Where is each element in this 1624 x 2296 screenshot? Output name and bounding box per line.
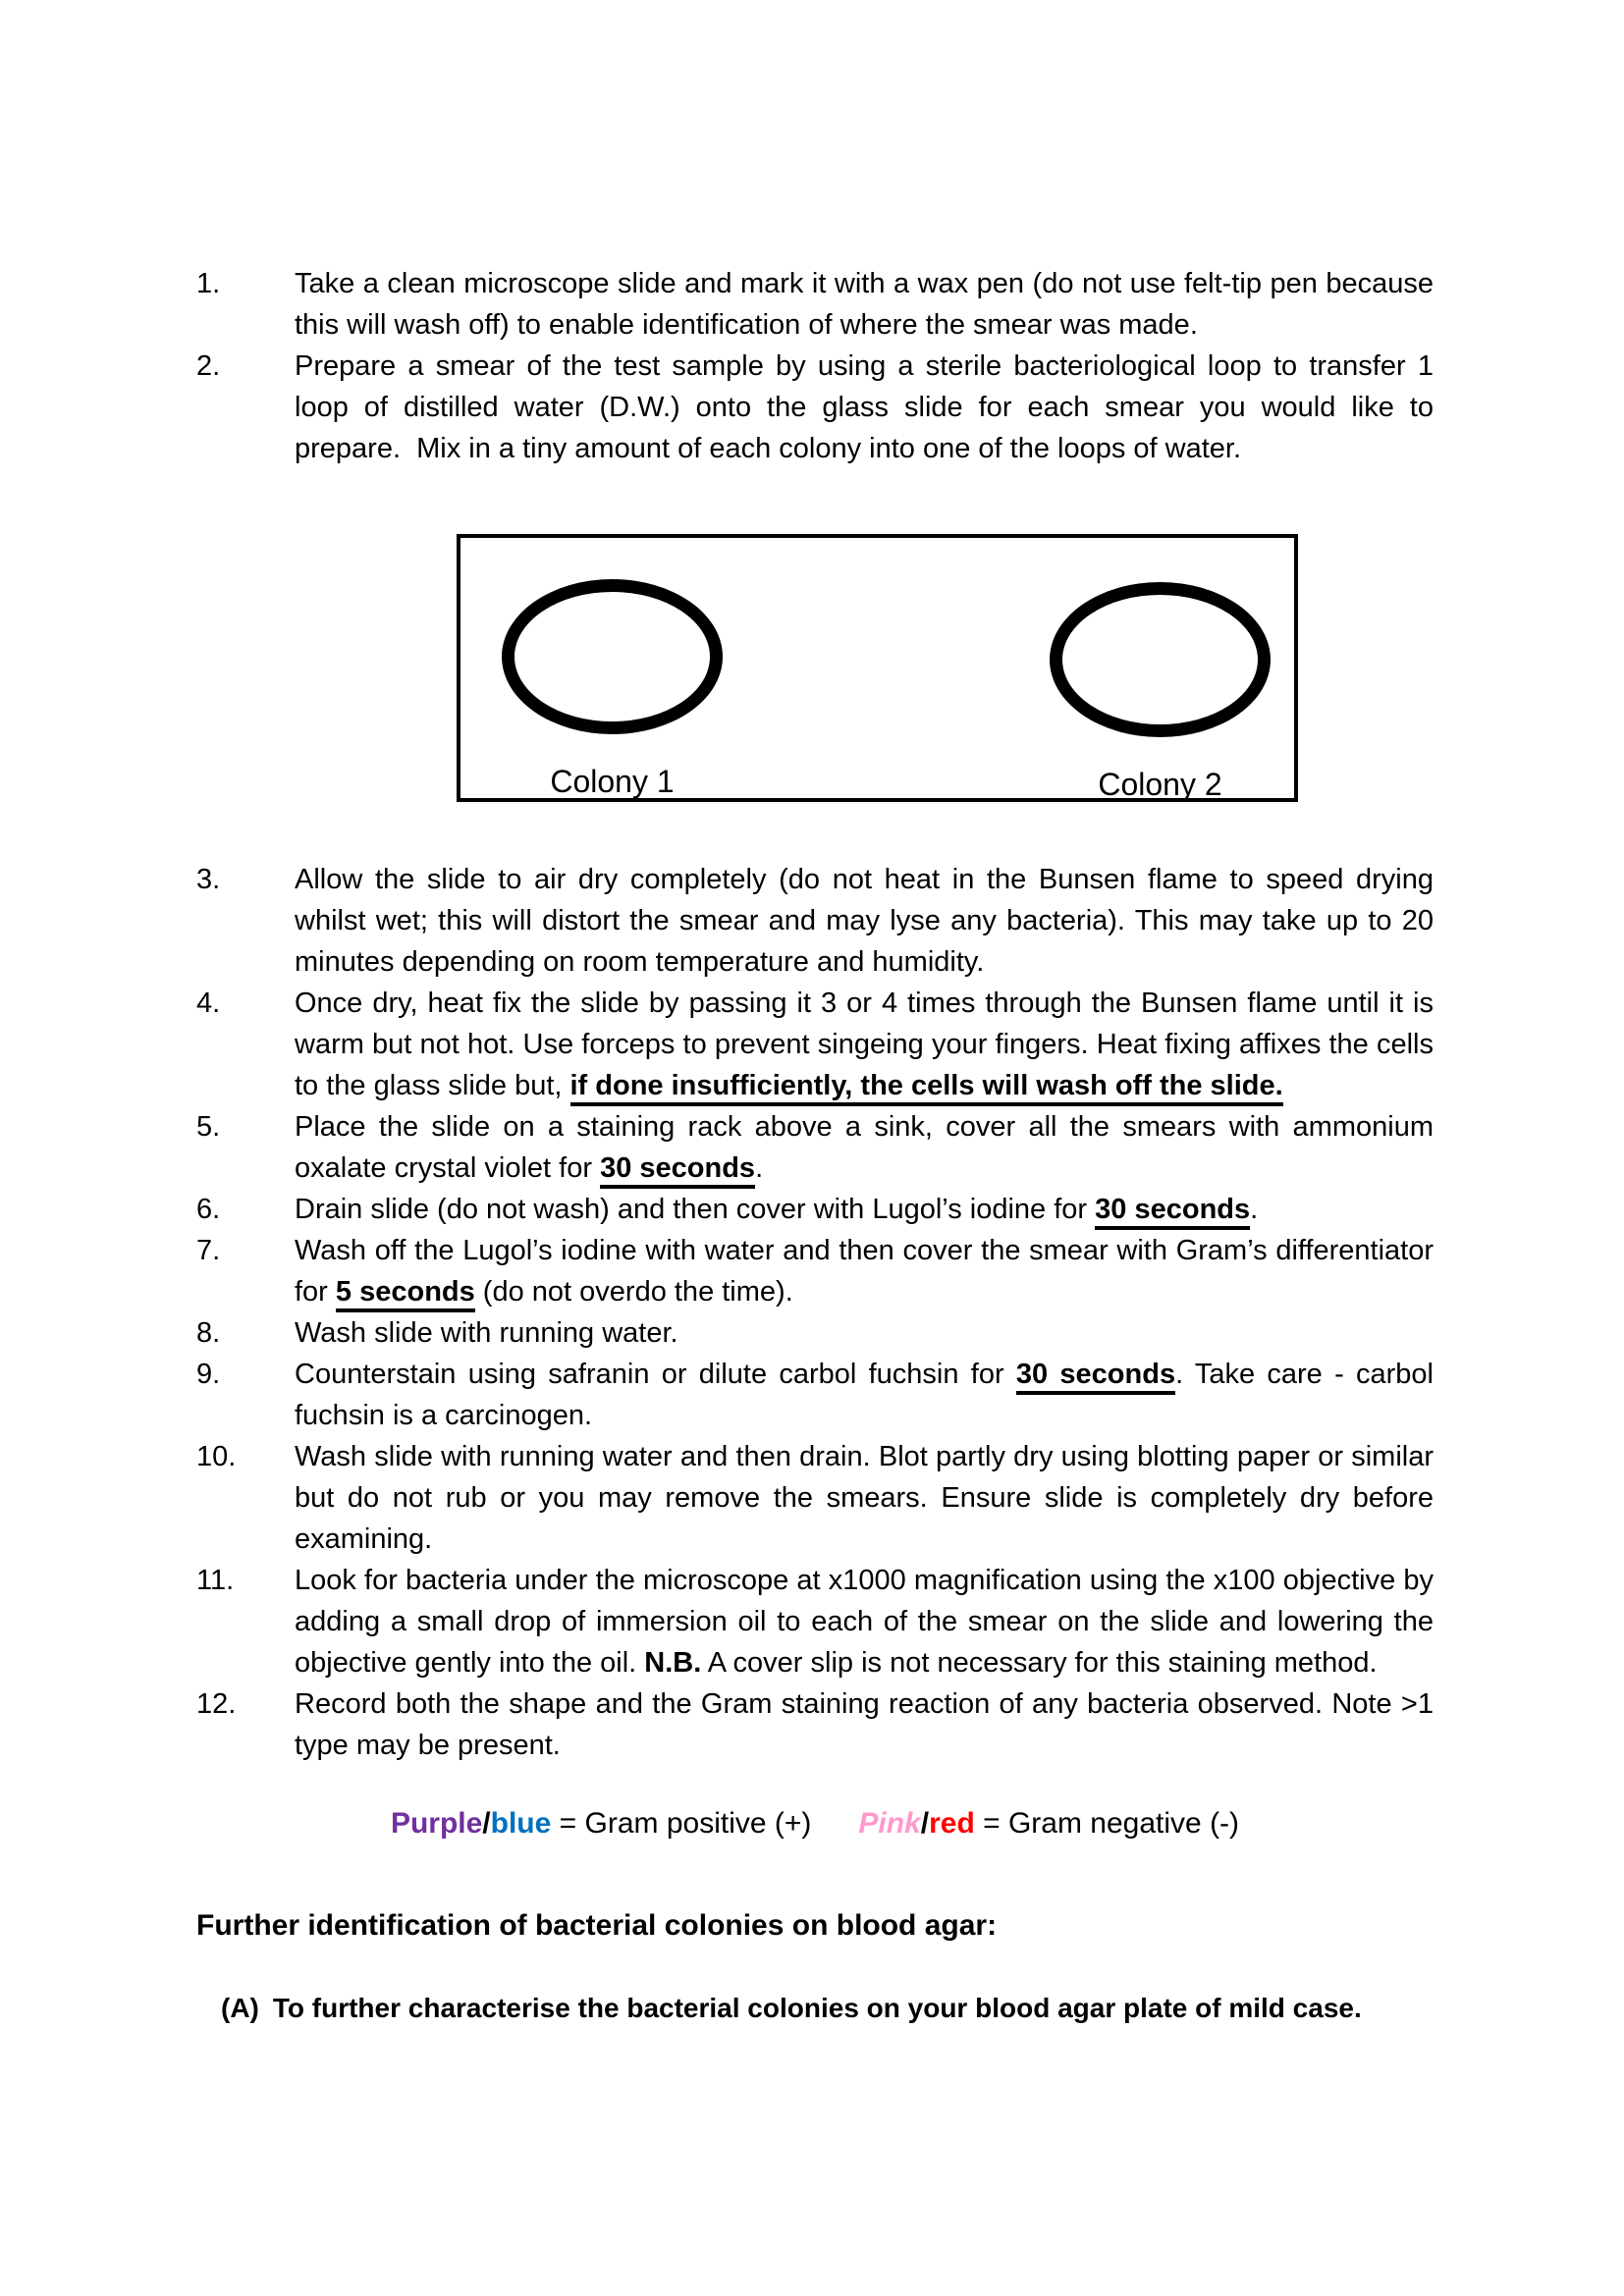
- step-segment: Look for bacteria under the microscope at x1000 magnification using the x100 objective by adding a small drop of immersion oil to each of the smear on the slide and lowering the objective gently into the oil.: [295, 1565, 1434, 1679]
- step-segment: Drain slide (do not wash) and then cover with Lugol’s iodine for: [295, 1194, 1096, 1225]
- protocol-step-11: [196, 1560, 1434, 1683]
- colony-1-label: Colony 1: [550, 764, 675, 799]
- step-segment-emphasis: 30 seconds: [600, 1152, 755, 1189]
- step-text: [295, 1106, 1434, 1189]
- step-segment: .: [755, 1152, 764, 1184]
- step-text: [295, 1189, 1434, 1230]
- step-segment: Counterstain using safranin or dilute carbol fuchsin for: [295, 1359, 1016, 1390]
- step-segment-emphasis: 30 seconds: [1016, 1359, 1175, 1395]
- colony-2-smear-ellipse: [1050, 582, 1271, 737]
- step-segment: Place the slide on a staining rack above a sink, cover all the smears with ammonium oxalate crystal violet for: [295, 1111, 1434, 1184]
- step-number: 2.: [196, 350, 221, 382]
- item-a-marker: (A): [221, 1993, 259, 2023]
- step-segment: . Take care - carbol fuchsin is a carcinogen.: [295, 1359, 1434, 1431]
- further-identification-heading: Further identification of bacterial colonies on blood agar:: [196, 1909, 998, 1942]
- step-text: [295, 346, 1434, 469]
- gram-stain-color-key: [196, 1803, 1434, 1844]
- step-text: [295, 1230, 1434, 1312]
- item-a-text: To further characterise the bacterial colonies on your blood agar plate of mild case.: [272, 1993, 1362, 2023]
- step-segment-emphasis: if done insufficiently, the cells will wash off the slide.: [570, 1070, 1283, 1106]
- protocol-step-7: [196, 1230, 1434, 1312]
- step-text: [295, 1436, 1434, 1560]
- purple-key-label: Purple: [390, 1807, 483, 1840]
- step-number: 10.: [196, 1441, 237, 1472]
- step-segment-emphasis: 30 seconds: [1095, 1194, 1250, 1230]
- protocol-step-2: [196, 346, 1434, 469]
- blue-key-label: blue: [490, 1807, 552, 1840]
- step-segment: Record both the shape and the Gram staining reaction of any bacteria observed. Note >1 type may be present.: [295, 1688, 1434, 1761]
- further-item-a: [221, 1988, 1434, 2029]
- step-segment: A cover slip is not necessary for this staining method.: [701, 1647, 1378, 1679]
- step-segment: Take a clean microscope slide and mark it with a wax pen (do not use felt-tip pen because this will wash off) to enable identification of where the smear was made.: [295, 268, 1434, 341]
- step-segment: Wash slide with running water.: [295, 1317, 678, 1349]
- step-text: [295, 1683, 1434, 1766]
- protocol-step-3: [196, 859, 1434, 983]
- step-segment: (do not overdo the time).: [474, 1276, 793, 1308]
- colony-2-label: Colony 2: [1098, 767, 1222, 802]
- protocol-step-4: [196, 983, 1434, 1106]
- step-number: 9.: [196, 1359, 221, 1390]
- step-number: 7.: [196, 1235, 221, 1266]
- step-number: 1.: [196, 268, 221, 299]
- step-number: 5.: [196, 1111, 221, 1143]
- step-number: 4.: [196, 988, 221, 1019]
- gram-positive-text: = Gram positive (+): [551, 1807, 812, 1840]
- step-text: [295, 263, 1434, 346]
- document-content: [196, 0, 1434, 2029]
- colony-2-group: [1050, 582, 1271, 802]
- step-segment: Wash off the Lugol’s iodine with water and then cover the smear with Gram’s differentiator for: [295, 1235, 1434, 1308]
- protocol-step-6: [196, 1189, 1434, 1230]
- smear-slide-figure: [457, 534, 1298, 802]
- step-segment: .: [1250, 1194, 1259, 1225]
- key-slash: /: [920, 1807, 930, 1840]
- step-segment: Once dry, heat fix the slide by passing it 3 or 4 times through the Bunsen flame until it is warm but not hot. Use forceps to prevent singeing your fingers. Heat fixing affixes the cells to the glass slide but,: [295, 988, 1434, 1101]
- gram-negative-text: = Gram negative (-): [974, 1807, 1240, 1840]
- step-number: 12.: [196, 1688, 237, 1720]
- step-text: [295, 859, 1434, 983]
- step-number: 11.: [196, 1565, 235, 1596]
- step-segment: Wash slide with running water and then drain. Blot partly dry using blotting paper or similar but do not rub or you may remove the smears. Ensure slide is completely dry before examining.: [295, 1441, 1434, 1555]
- step-segment: Prepare a smear of the test sample by using a sterile bacteriological loop to transfer 1 loop of distilled water (D.W.) onto the glass slide for each smear you would like to prepare. Mix in a tiny amount of each colony into one of the loops of water.: [295, 350, 1434, 464]
- colony-1-smear-ellipse: [502, 579, 723, 734]
- step-text: [295, 1560, 1434, 1683]
- step-text: [295, 1312, 1434, 1354]
- protocol-step-10: [196, 1436, 1434, 1560]
- step-segment-bold: N.B.: [644, 1647, 702, 1679]
- key-slash: /: [482, 1807, 491, 1840]
- protocol-step-9: [196, 1354, 1434, 1436]
- step-text: [295, 983, 1434, 1106]
- step-number: 8.: [196, 1317, 221, 1349]
- step-segment: Allow the slide to air dry completely (do not heat in the Bunsen flame to speed drying whilst wet; this will distort the smear and may lyse any bacteria). This may take up to 20 minutes depending on room temperature and humidity.: [295, 864, 1434, 978]
- protocol-step-1: [196, 263, 1434, 346]
- protocol-step-5: [196, 1106, 1434, 1189]
- step-number: 3.: [196, 864, 221, 895]
- protocol-step-12: [196, 1683, 1434, 1766]
- step-text: [295, 1354, 1434, 1436]
- red-key-label: red: [929, 1807, 975, 1840]
- colony-1-group: [502, 579, 723, 799]
- step-segment-emphasis: 5 seconds: [336, 1276, 475, 1312]
- step-number: 6.: [196, 1194, 221, 1225]
- pink-key-label: Pink: [858, 1807, 921, 1840]
- protocol-step-8: [196, 1312, 1434, 1354]
